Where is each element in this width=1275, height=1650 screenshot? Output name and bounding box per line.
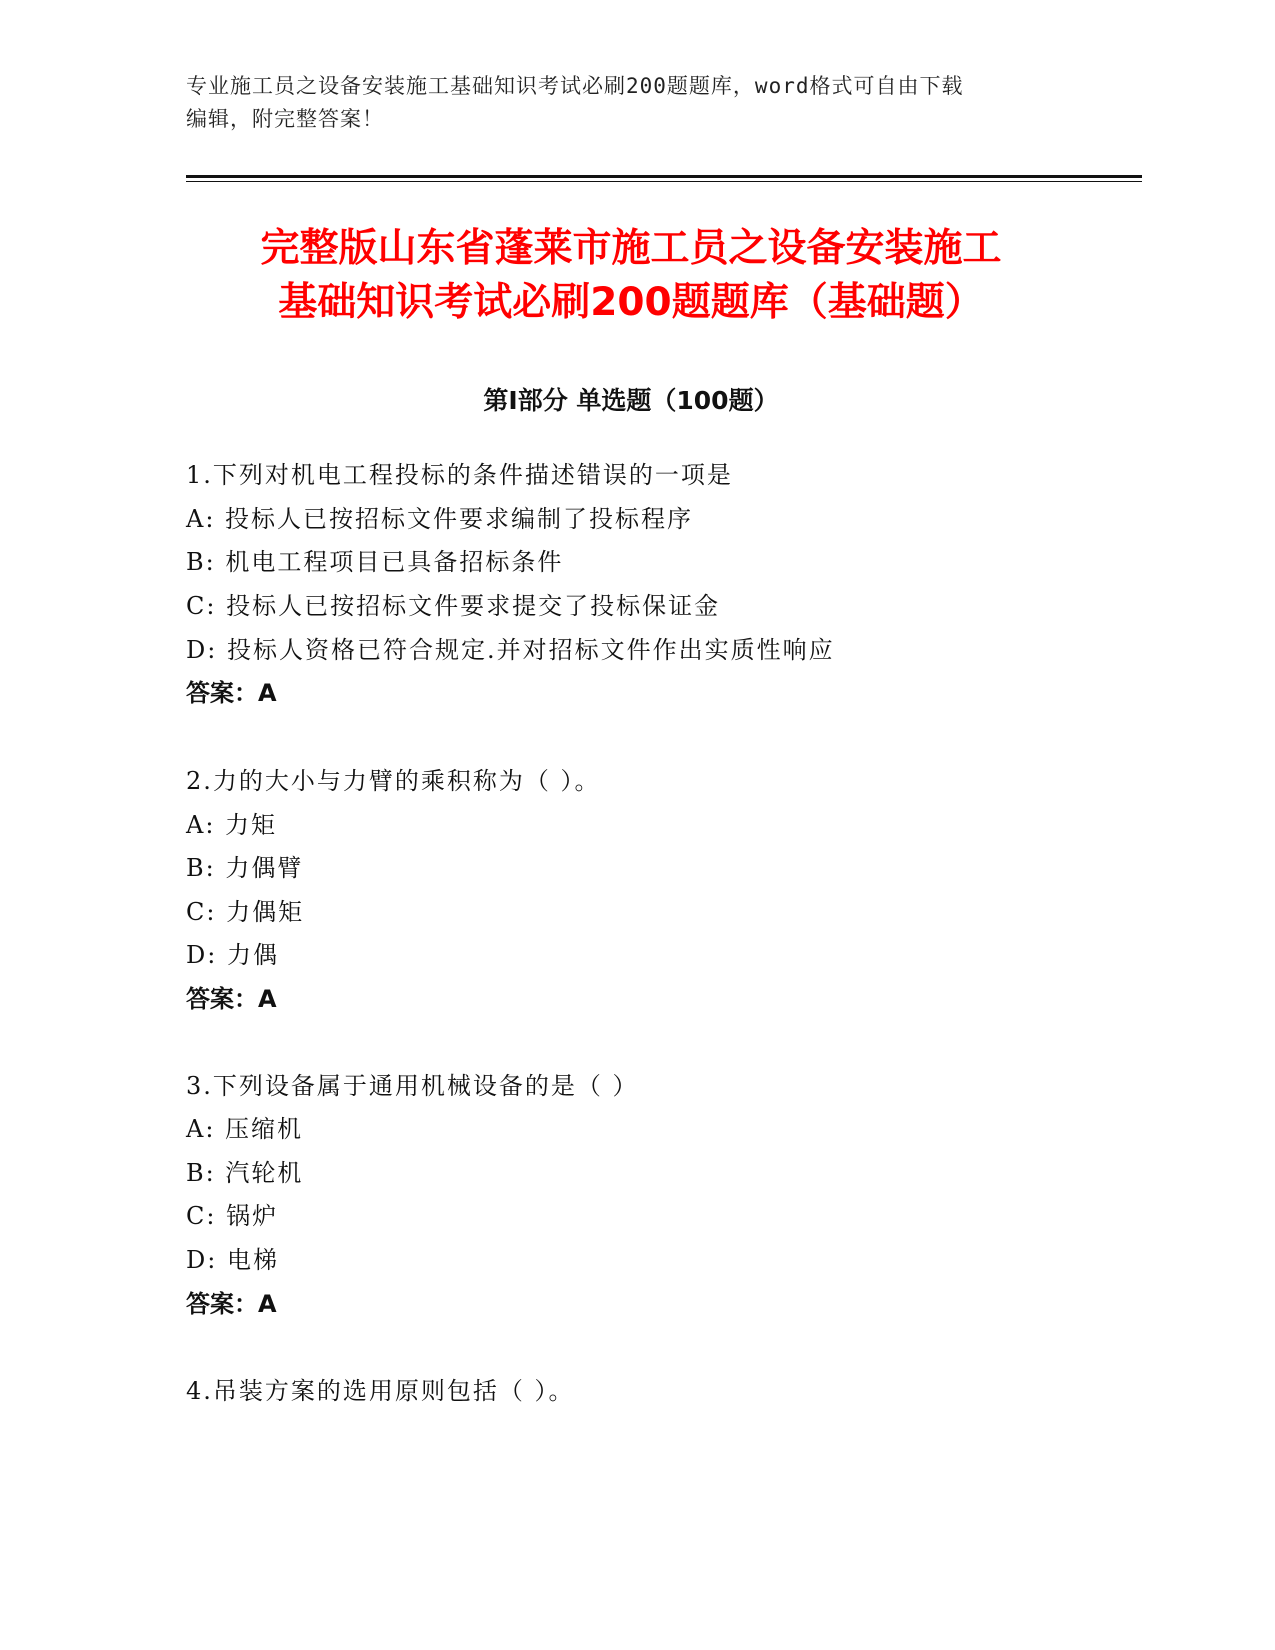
question-option: B: 汽轮机 xyxy=(186,1159,304,1187)
question-option: D: 力偶 xyxy=(186,941,279,969)
question-option: D: 电梯 xyxy=(186,1246,279,1274)
header-divider-thick xyxy=(186,175,1142,178)
question-option: C: 力偶矩 xyxy=(186,898,305,926)
question-stem: 3.下列设备属于通用机械设备的是（ ） xyxy=(186,1072,639,1100)
header-note-line-2: 编辑，附完整答案！ xyxy=(186,107,384,131)
document-title-line-2: 基础知识考试必刷200题题库（基础题） xyxy=(278,280,984,325)
header-divider-thin xyxy=(186,181,1142,182)
question-answer: 答案：A xyxy=(186,1290,277,1318)
header-note xyxy=(186,70,1086,136)
header-note-line-1: 专业施工员之设备安装施工基础知识考试必刷200题题库，word格式可自由下载 xyxy=(186,74,964,98)
question-stem: 4.吊装方案的选用原则包括（ ）。 xyxy=(186,1377,575,1405)
question-answer: 答案：A xyxy=(186,679,277,707)
question-option: D: 投标人资格已符合规定.并对招标文件作出实质性响应 xyxy=(186,636,835,664)
question-option: A: 力矩 xyxy=(186,811,278,839)
section-title: 第Ⅰ部分 单选题（100题） xyxy=(483,386,779,415)
question-option: A: 投标人已按招标文件要求编制了投标程序 xyxy=(186,505,694,533)
document-title xyxy=(186,222,1076,330)
question-option: B: 机电工程项目已具备招标条件 xyxy=(186,548,564,576)
question-answer: 答案：A xyxy=(186,985,277,1013)
document-title-line-1: 完整版山东省蓬莱市施工员之设备安装施工 xyxy=(260,226,1002,271)
question-stem: 1.下列对机电工程投标的条件描述错误的一项是 xyxy=(186,461,733,489)
question-stem: 2.力的大小与力臂的乘积称为（ ）。 xyxy=(186,767,601,795)
question-option: C: 投标人已按招标文件要求提交了投标保证金 xyxy=(186,592,721,620)
question-option: A: 压缩机 xyxy=(186,1115,304,1143)
question-option: C: 锅炉 xyxy=(186,1202,279,1230)
question-option: B: 力偶臂 xyxy=(186,854,304,882)
